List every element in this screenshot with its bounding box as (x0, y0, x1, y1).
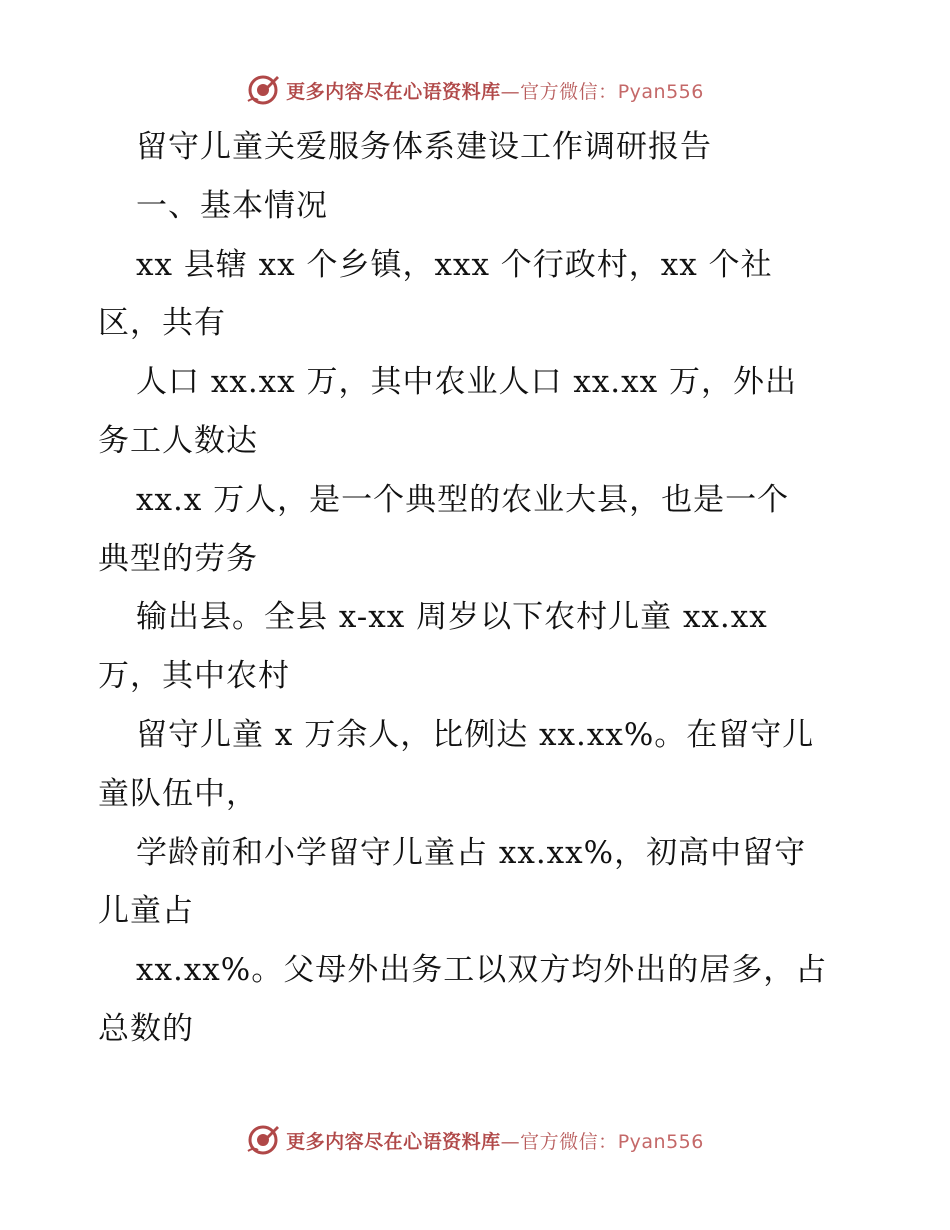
paragraph-line: 输出县。全县 x-xx 周岁以下农村儿童 xx.xx (136, 599, 768, 636)
watermark-wechat-id: Pyan556 (617, 1130, 704, 1153)
watermark-site-name: 更多内容尽在心语资料库 (286, 1130, 501, 1153)
paragraph-line: xx.xx%。父母外出务工以双方均外出的居多，占 (136, 952, 828, 989)
watermark-site-name: 更多内容尽在心语资料库 (286, 80, 501, 103)
document-title: 留守儿童关爱服务体系建设工作调研报告 (136, 129, 712, 165)
paragraph-line: 务工人数达 (98, 422, 258, 459)
pen-logo-icon (246, 1123, 280, 1157)
watermark-separator: —官方微信： (500, 80, 618, 103)
paragraph-line: 留守儿童 x 万余人，比例达 xx.xx%。在留守儿 (136, 716, 815, 753)
header-watermark (0, 70, 950, 110)
paragraph-line: 总数的 (98, 1010, 194, 1047)
paragraph-line: 童队伍中， (98, 775, 258, 812)
paragraph-line: xx.x 万人，是一个典型的农业大县，也是一个 (136, 481, 790, 518)
paragraph-line: 人口 xx.xx 万，其中农业人口 xx.xx 万，外出 (136, 364, 797, 401)
section-heading: 一、基本情况 (136, 187, 328, 224)
paragraph-line: 学龄前和小学留守儿童占 xx.xx%，初高中留守 (136, 834, 807, 871)
document-body (98, 118, 858, 1059)
paragraph-line: 典型的劳务 (98, 540, 258, 577)
paragraph-line: 区，共有 (98, 305, 226, 342)
paragraph-line: xx 县辖 xx 个乡镇，xxx 个行政村，xx 个社 (136, 246, 773, 283)
pen-logo-icon (246, 73, 280, 107)
watermark-separator: —官方微信： (500, 1130, 618, 1153)
watermark-wechat-id: Pyan556 (617, 80, 704, 103)
watermark-text (286, 1127, 704, 1154)
paragraph-line: 万，其中农村 (98, 658, 290, 695)
footer-watermark (0, 1120, 950, 1160)
paragraph-line: 儿童占 (98, 893, 194, 930)
watermark-text (286, 77, 704, 104)
